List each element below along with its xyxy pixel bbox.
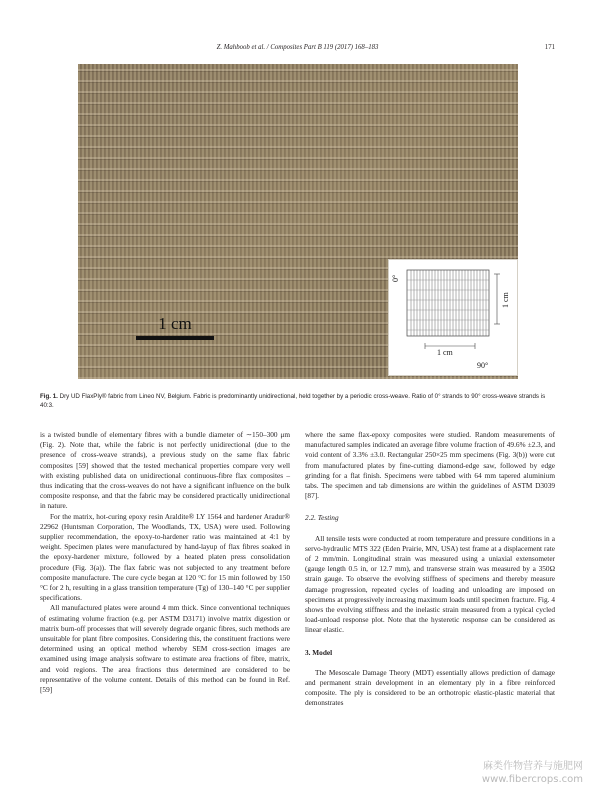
scale-bar-label: 1 cm [158,314,192,333]
figure-caption-text: Dry UD FlaxPly® fabric from Lineo NV, Belgium. Fabric is predominantly unidirectional, held together by a periodic cross-weave. Ratio of 0° strands to 90° cross-weave strands is 40:3. [40,393,546,409]
left-paragraph-3: All manufactured plates were around 4 mm thick. Since conventional techniques of estimating volume fraction (e.g. per ASTM D3171) involve matrix digestion or matrix burn-off processes that will severely degrade organic fibres, such methods are unsuitable for plant fibre composites. Considering this, the constituent fractions were determined using an optical method whereby SEM cross-section images are examined using image analysis software to estimate area fractions of fibre, matrix, and void regions. The area fractions thus determined are considered to be representative of the volume content. Details of this method can be found in Ref. [59] [40,603,290,695]
section-heading-testing: 2.2. Testing [305,513,339,523]
section-heading-model: 3. Model [305,647,333,657]
fabric-schematic-drawing [389,260,517,375]
inset-label-horizontal-scale: 1 cm [437,348,453,357]
left-paragraph-2: For the matrix, hot-curing epoxy resin Araldite® LY 1564 and hardener Aradur® 22962 (Huntsman Corporation, The Woodlands, TX, USA) were used. Following supplier recommendation, the epoxy-to-hardener ratio was maintained at 4:1 by weight. Specimen plates were manufactured by hand-layup of flax fibres soaked in the epoxy-hardener mixture, followed by a heated platen press consolidation procedure (Fig. 3(a)). The flax fabric was not subjected to any treatment before composite manufacture. The cure cycle began at 120 °C for 15 min followed by 150 °C for 2 h, resulting in a glass transition temperature (Tg) of 130–140 °C per supplier specifications. [40,511,290,603]
page-number: 171 [544,44,555,51]
inset-label-vertical-scale: 1 cm [501,292,510,308]
right-paragraph-3: The Mesoscale Damage Theory (MDT) essentially allows prediction of damage and permanent strain development in an elementary ply in a fibre reinforced composite. The ply is considered to be an orthotropic elastic-plastic material that demonstrates [305,667,555,708]
watermark-line-2: www.fibercrops.com [481,774,583,785]
scale-bar [134,314,216,341]
scale-bar-line [136,336,214,340]
inset-label-0-deg: 0° [391,274,400,282]
left-paragraph-1: is a twisted bundle of elementary fibres with a bundle diameter of ∼150–300 μm (Fig. 2). Note that, while the fabric is not perfectly unidirectional (due to the presence of cross-weave strands), a previous study on the same flax fabric composites [59] showed that the tested mechanical properties compare very well with existing published data on unidirectional continuous-fibre flax composites – thus indicating that the cross-weaves do not have a significant influence on the bulk composite response, and that the fabric may be considered practically unidirectional in nature. [40,430,290,511]
figure-caption-label: Fig. 1. [40,393,58,400]
right-column [305,430,555,709]
fabric-schematic-inset [388,259,518,376]
inset-label-90-deg: 90° [477,361,489,370]
fabric-photo [78,64,518,379]
running-head [40,44,555,56]
watermark [453,760,583,786]
right-paragraph-1: where the same flax-epoxy composites were studied. Random measurements of manufactured samples indicated an average fibre volume fraction of 49.6% ±2.3, and void content of 3.3% ±3.0. Rectangular 250×25 mm specimens (Fig. 3(b)) were cut from manufactured plates by fine-cutting diamond-edge saw, followed by edge grinding for a flat finish. Specimens were tabbed with 64 mm tapered aluminium tabs. The specimen and tab dimensions are within the guidelines of ASTM D3039 [87]. [305,430,555,501]
watermark-line-1: 麻类作物营养与施肥网 [483,761,583,772]
figure-caption [40,393,555,411]
left-column [40,430,290,695]
journal-citation: Z. Mahboob et al. / Composites Part B 119 (2017) 168–183 [216,44,379,51]
right-paragraph-2: All tensile tests were conducted at room temperature and pressure conditions in a servo-hydraulic MTS 322 (Eden Prairie, MN, USA) test frame at a displacement rate of 2 mm/min. Longitudinal strain was measured using a uniaxial extensometer (gauge length 0.5 in, or 12.7 mm), and transverse strain was measured by a 350Ω strain gauge. To observe the evolving stiffness of specimens and thereby measure damage progression, repeated cycles of loading and unloading are imposed on specimens at progressively increasing maximum loads until specimen fracture. Fig. 4 shows the evolving stiffness and the inelastic strain measured from a typical cycled load-unload response plot. Note that the hysteretic response can be considered as linear elastic. [305,533,555,635]
